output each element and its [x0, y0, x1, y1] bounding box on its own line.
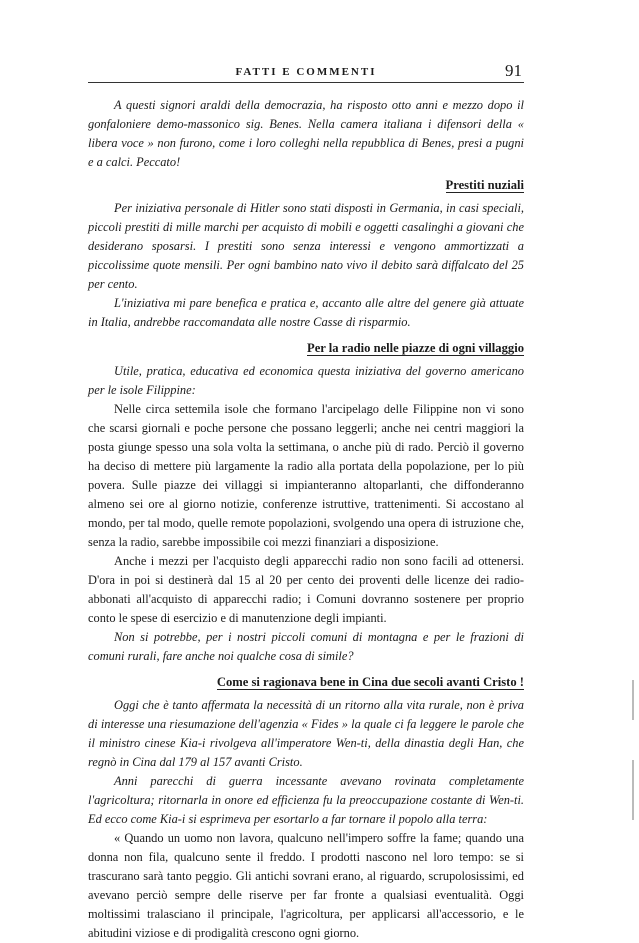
paragraph: A questi signori araldi della democrazia, ha risposto otto anni e mezzo dopo il gonfaloniere demo-massonico sig. Benes. Nella camera italiana i difensori della « libera voce » non furono, come i loro colleghi nella repubblica di Benes, presi a pugni e a calci. Peccato! [88, 98, 524, 169]
paragraph: Anni parecchi di guerra incessante avevano rovinata completamente l'agricoltura; ritornarla in onore ed efficienza fu la preoccupazione costante di Wen-ti. Ed ecco come Kia-i si esprimeva per esortarlo a far tornare il popolo alla terra: [88, 774, 524, 826]
scan-artifact [632, 680, 634, 720]
paragraph: « Quando un uomo non lavora, qualcuno nell'impero soffre la fame; quando una donna non fila, qualcuno sente il freddo. I prodotti nascono nel loro tempo: se si trascurano sarà tanto peggio. Gli antichi sovrani erano, al riguardo, scrupolosissimi, ed avevano perciò sempre delle riserve per far fronte a qualsiasi eventualità. Oggi moltissimi tralasciano il principale, l'agricoltura, per applicarsi all'accessorio, e le abitudini viziose e di prodigalità crescono ogni giorno. [88, 831, 524, 940]
paragraph: Anche i mezzi per l'acquisto degli apparecchi radio non sono facili ad ottenersi. D'ora in poi si destinerà dal 15 al 20 per cento dei proventi delle licenze dei radio-abbonati all'acquisto di apparecchi radio; i Comuni dovranno sostenere per proprio conto le spese di esercizio e di manutenzione degli impianti. [88, 554, 524, 625]
section-heading-text: Prestiti nuziali [445, 178, 524, 192]
paragraph: Utile, pratica, educativa ed economica questa iniziativa del governo americano per le isole Filippine: [88, 364, 524, 397]
page-number: 91 [505, 61, 522, 80]
section-heading [88, 671, 524, 693]
paragraph: Per iniziativa personale di Hitler sono stati disposti in Germania, in casi speciali, piccoli prestiti di mille marchi per acquisto di mobili e oggetti casalinghi a giovani che desiderano sposarsi. I prestiti sono senza interessi e vengono ammortizzati a piccolissime quote mensili. Per ogni bambino nato vivo il debito sarà diffalcato del 25 per cento. [88, 201, 524, 291]
section-radio-villaggi [88, 337, 524, 666]
section-prestiti-nuziali [88, 174, 524, 332]
page-body [88, 96, 524, 943]
section-heading-text: Come si ragionava bene in Cina due secoli avanti Cristo ! [216, 675, 524, 689]
paragraph: L'iniziativa mi pare benefica e pratica e, accanto alle altre del genere già attuate in Italia, andrebbe raccomandata alle nostre Casse di risparmio. [88, 296, 524, 329]
scan-artifact [632, 760, 634, 820]
section-cina [88, 671, 524, 943]
paragraph: Non si potrebbe, per i nostri piccoli comuni di montagna e per le frazioni di comuni rurali, fare anche noi qualche cosa di simile? [88, 630, 524, 663]
section-heading [88, 174, 524, 196]
page-header [88, 60, 524, 83]
paragraph: Nelle circa settemila isole che formano l'arcipelago delle Filippine non vi sono che scarsi giornali e poche persone che possano leggerli; anche nei centri maggiori la posta giunge spesso una sola volta la settimana, o anche più di rado. Perciò il governo ha deciso di mettere più largamente la radio alla portata della popolazione, per lo più povera. Sulle piazze dei villaggi si impianteranno altoparlanti, che diffonderanno almeno sei ore al giorno notizie, conferenze istruttive, trattenimenti. Si accostano al mondo, per tal modo, quelle remote popolazioni, svolgendo una opera di istruzione che, senza la radio, sarebbe impossibile coi mezzi finanziari a disposizione. [88, 402, 524, 549]
section-heading-text: Per la radio nelle piazze di ogni villaggio [307, 341, 524, 355]
running-title: FATTI E COMMENTI [235, 66, 377, 78]
section-benes [88, 96, 524, 172]
section-heading [88, 337, 524, 359]
paragraph: Oggi che è tanto affermata la necessità di un ritorno alla vita rurale, non è priva di interesse una riesumazione dell'agenzia « Fides » la quale ci fa leggere le parole che il ministro cinese Kia-i rivolgeva all'imperatore Wen-ti, della dinastia degli Han, che regnò in Cina dal 179 al 157 avanti Cristo. [88, 698, 524, 769]
